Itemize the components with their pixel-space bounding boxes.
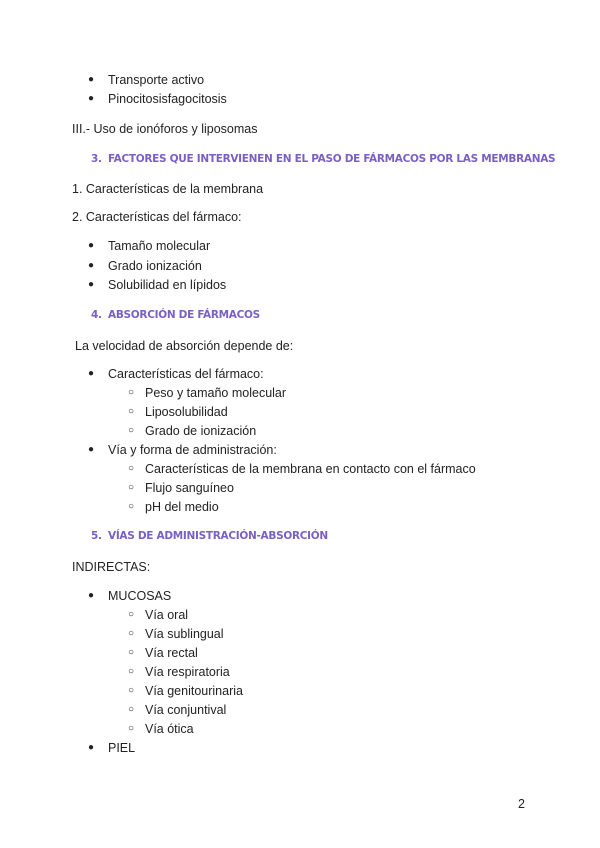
bullet-icon: ● [88,240,95,251]
paragraph: III.- Uso de ionóforos y liposomas [72,122,258,136]
bullet-icon: ● [88,93,95,104]
paragraph: 1. Características de la membrana [72,182,264,196]
bullet-icon: ● [88,279,95,290]
circle-bullet-icon: ○ [128,501,135,512]
sub-list-item: Características de la membrana en contacto con el fármaco [145,462,476,476]
list-item: Pinocitosisfagocitosis [108,92,227,106]
section-number: 5. [91,530,102,542]
sub-list-item: Grado de ionización [145,424,257,438]
list-item: Solubilidad en lípidos [108,278,227,292]
section-heading [91,307,260,323]
bullet-icon: ● [88,260,95,271]
list-item: Vía y forma de administración: [108,443,277,457]
list-item: MUCOSAS [108,589,172,603]
sub-list-item: Liposolubilidad [145,405,228,419]
circle-bullet-icon: ○ [128,685,135,696]
circle-bullet-icon: ○ [128,463,135,474]
circle-bullet-icon: ○ [128,628,135,639]
list-item: Transporte activo [108,73,205,87]
bullet-icon: ● [88,368,95,379]
sub-list-item: Peso y tamaño molecular [145,386,287,400]
sub-list-item: Vía rectal [145,646,198,660]
bullet-icon: ● [88,742,95,753]
circle-bullet-icon: ○ [128,647,135,658]
sub-list-item: Vía oral [145,608,189,622]
sub-list-item: pH del medio [145,500,219,514]
sub-list-item: Vía sublingual [145,627,224,641]
list-item: Características del fármaco: [108,367,264,381]
page-number: 2 [518,797,525,811]
section-number: 4. [91,309,102,321]
list-item: PIEL [108,741,136,755]
circle-bullet-icon: ○ [128,482,135,493]
paragraph: La velocidad de absorción depende de: [75,339,294,353]
bullet-icon: ● [88,590,95,601]
sub-list-item: Vía ótica [145,722,194,736]
circle-bullet-icon: ○ [128,609,135,620]
sub-list-item: Flujo sanguíneo [145,481,234,495]
circle-bullet-icon: ○ [128,666,135,677]
section-heading [91,151,555,167]
section-title: ABSORCIÓN DE FÁRMACOS [108,309,260,321]
list-item: Tamaño molecular [108,239,211,253]
list-item: Grado ionización [108,259,202,273]
circle-bullet-icon: ○ [128,723,135,734]
paragraph: INDIRECTAS: [72,560,151,574]
circle-bullet-icon: ○ [128,704,135,715]
sub-list-item: Vía respiratoria [145,665,230,679]
bullet-icon: ● [88,74,95,85]
circle-bullet-icon: ○ [128,387,135,398]
paragraph: 2. Características del fármaco: [72,210,242,224]
section-title: FACTORES QUE INTERVIENEN EN EL PASO DE FÁRMACOS POR LAS MEMBRANAS [108,153,556,165]
section-number: 3. [91,153,102,165]
bullet-icon: ● [88,444,95,455]
sub-list-item: Vía genitourinaria [145,684,243,698]
section-title: VÍAS DE ADMINISTRACIÓN-ABSORCIÓN [108,530,328,542]
circle-bullet-icon: ○ [128,425,135,436]
section-heading [91,528,328,544]
circle-bullet-icon: ○ [128,406,135,417]
sub-list-item: Vía conjuntival [145,703,227,717]
